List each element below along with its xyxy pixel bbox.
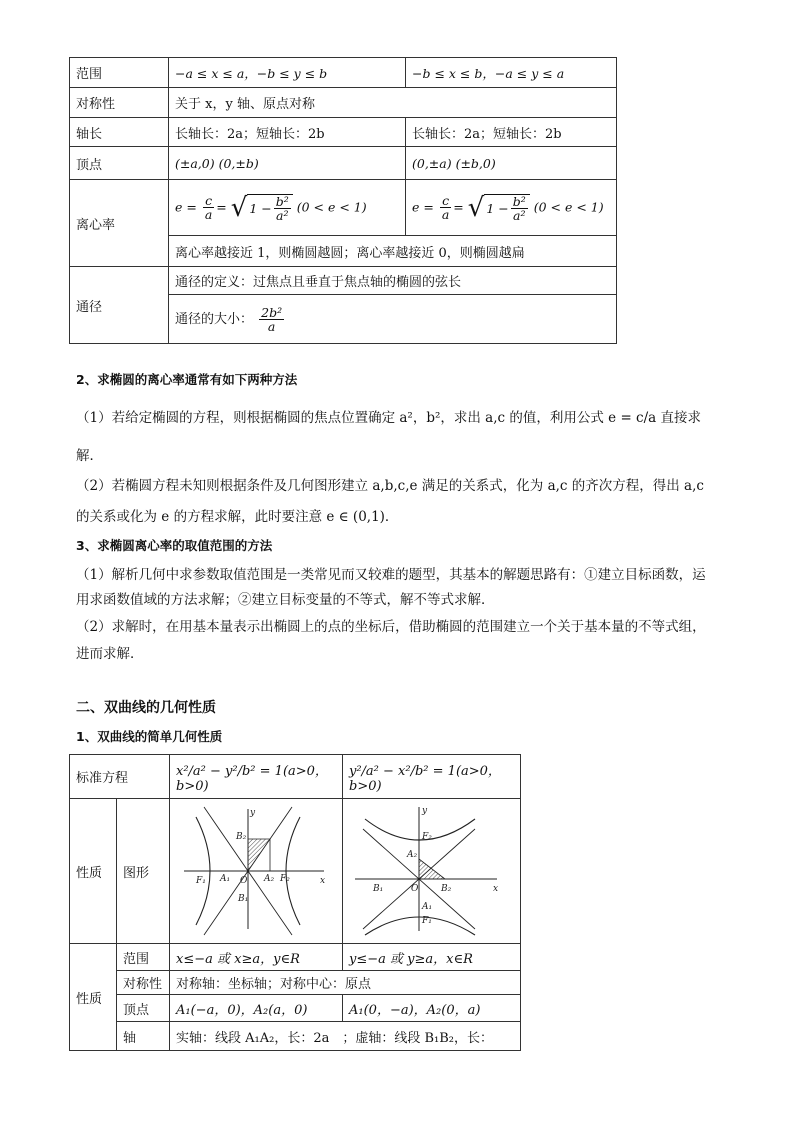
table-row <box>70 118 617 147</box>
cell: −a ≤ x ≤ a，−b ≤ y ≤ b <box>169 58 406 88</box>
paragraph: 的关系或化为 e 的方程求解，此时要注意 e ∈ (0,1)． <box>76 509 399 525</box>
svg-text:F₁: F₁ <box>422 916 432 926</box>
svg-text:F₁: F₁ <box>196 876 206 886</box>
svg-text:B₁: B₁ <box>373 884 384 894</box>
svg-text:A₁: A₁ <box>220 874 231 884</box>
graph-cell <box>170 799 343 944</box>
sqrt: √ 1 − $\frac{\text{b²}}{\text{a²}}$ <box>468 194 530 222</box>
svg-text:A₁: A₁ <box>422 902 433 912</box>
cell: −b ≤ x ≤ b，−a ≤ y ≤ a <box>406 58 617 88</box>
section-heading: 2、求椭圆的离心率通常有如下两种方法 <box>76 372 298 387</box>
cell: A₁(0，−a)，A₂(0，a) <box>343 995 521 1022</box>
svg-text:F₂: F₂ <box>280 874 290 884</box>
svg-text:F₂: F₂ <box>422 832 432 842</box>
numerator: c <box>442 193 450 208</box>
paragraph: （2）若椭圆方程未知则根据条件及几何图形建立 a,b,c,e 满足的关系式，化为 a,c 的齐次方程，得出 a,c <box>76 478 704 494</box>
svg-text:A₂: A₂ <box>407 850 418 860</box>
numerator: b² <box>275 193 289 209</box>
eccentricity-note: 离心率越接近 1，则椭圆越圆；离心率越接近 0，则椭圆越扁 <box>169 236 617 267</box>
eccentricity-formula: e = $\frac{c}{a}$ = √ 1 − $\frac{\text{b²}}{\text{a²}}$ (0 < e < 1) <box>169 180 406 236</box>
cell: 长轴长：2a；短轴长：2b <box>406 118 617 147</box>
table-row <box>70 180 617 236</box>
svg-text:B₂: B₂ <box>236 832 247 842</box>
table-row <box>70 147 617 180</box>
denominator: a² <box>513 207 526 223</box>
formula-part: e = <box>175 199 197 214</box>
fraction <box>440 194 451 221</box>
row-label: 离心率 <box>70 180 169 267</box>
svg-text:B₁: B₁ <box>238 894 249 904</box>
svg-text:A₂: A₂ <box>264 874 275 884</box>
cell: y²/a² − x²/b² = 1(a>0，b>0) <box>343 755 521 799</box>
formula-part: 1 − <box>486 200 509 216</box>
table-row <box>70 88 617 118</box>
section-subtitle: 1、双曲线的简单几何性质 <box>76 729 223 744</box>
denominator: a <box>204 207 213 222</box>
row-label: 对称性 <box>117 971 170 995</box>
cell: x²/a² − y²/b² = 1(a>0，b>0) <box>170 755 343 799</box>
table-row <box>70 799 521 944</box>
hyperbola-graph-vertical <box>347 803 507 939</box>
cell: 长轴长：2a；短轴长：2b <box>169 118 406 147</box>
denominator: a² <box>276 207 289 223</box>
paragraph: （1）解析几何中求参数取值范围是一类常见而又较难的题型，其基本的解题思路有：①建立目标函数，运 <box>76 567 706 583</box>
ellipse-properties-table <box>69 57 617 344</box>
latus-size-label: 通径的大小： <box>175 311 254 327</box>
denominator: a <box>441 207 450 222</box>
formula-part: e = <box>412 199 434 214</box>
sqrt: √ 1 − $\frac{\text{b²}}{\text{a²}}$ <box>231 194 293 222</box>
graph-cell <box>343 799 521 944</box>
table-row <box>70 58 617 88</box>
row-label: 性质 <box>70 944 117 1051</box>
table-row <box>70 995 521 1022</box>
section-title: 二、双曲线的几何性质 <box>76 700 216 716</box>
row-label: 范围 <box>117 944 170 971</box>
row-label: 顶点 <box>70 147 169 180</box>
latus-definition: 通径的定义：过焦点且垂直于焦点轴的椭圆的弦长 <box>169 267 617 295</box>
table-row <box>70 267 617 295</box>
row-label: 顶点 <box>117 995 170 1022</box>
paragraph: 进而求解． <box>76 646 144 662</box>
cell: 实轴：线段 A₁A₂，长：2a ；虚轴：线段 B₁B₂，长： <box>170 1022 521 1051</box>
cell: 对称轴：坐标轴；对称中心：原点 <box>170 971 521 995</box>
fraction <box>259 306 284 333</box>
table-row <box>70 944 521 971</box>
cell: y≤−a 或 y≥a，x∈R <box>343 944 521 971</box>
section-heading: 3、求椭圆离心率的取值范围的方法 <box>76 538 273 553</box>
numerator: b² <box>512 193 526 209</box>
hyperbola-graph-horizontal <box>174 803 334 939</box>
row-label: 标准方程 <box>70 755 170 799</box>
table-row <box>70 755 521 799</box>
paragraph: （2）求解时，在用基本量表示出椭圆上的点的坐标后，借助椭圆的范围建立一个关于基本量的不等式组， <box>76 619 706 635</box>
svg-text:y: y <box>422 806 428 816</box>
cell: 关于 x，y 轴、原点对称 <box>169 88 617 118</box>
row-label: 轴 <box>117 1022 170 1051</box>
denominator: a <box>267 318 276 334</box>
svg-text:O: O <box>411 884 419 894</box>
eccentricity-formula: e = $\frac{c}{a}$ = √ 1 − $\frac{\text{b²}}{\text{a²}}$ (0 < e < 1) <box>406 180 617 236</box>
fraction <box>203 194 214 221</box>
paragraph: （1）若给定椭圆的方程，则根据椭圆的焦点位置确定 a²，b²，求出 a,c 的值，利用公式 e = c/a 直接求 <box>76 410 702 426</box>
formula-part: (0 < e < 1) <box>533 199 604 214</box>
paragraph: 解． <box>76 448 103 464</box>
row-label: 对称性 <box>70 88 169 118</box>
cell: A₁(−a，0)，A₂(a，0) <box>170 995 343 1022</box>
latus-size <box>169 295 617 344</box>
formula-part: 1 − <box>249 200 272 216</box>
svg-text:x: x <box>320 876 326 886</box>
table-row <box>70 1022 521 1051</box>
svg-text:O: O <box>240 876 248 886</box>
svg-text:B₂: B₂ <box>441 884 452 894</box>
row-label: 通径 <box>70 267 169 344</box>
cell: (±a,0) (0,±b) <box>169 147 406 180</box>
row-label: 性质 <box>70 799 117 944</box>
table-row <box>70 971 521 995</box>
cell: (0,±a) (±b,0) <box>406 147 617 180</box>
numerator: 2b² <box>261 304 283 320</box>
row-label: 轴长 <box>70 118 169 147</box>
svg-text:x: x <box>493 884 499 894</box>
svg-text:y: y <box>250 808 256 818</box>
cell: x≤−a 或 x≥a，y∈R <box>170 944 343 971</box>
formula-part: (0 < e < 1) <box>296 199 367 214</box>
row-label: 范围 <box>70 58 169 88</box>
paragraph: 用求函数值域的方法求解；②建立目标变量的不等式，解不等式求解． <box>76 592 495 608</box>
row-label: 图形 <box>117 799 170 944</box>
hyperbola-properties-table <box>69 754 521 1051</box>
numerator: c <box>205 193 213 208</box>
